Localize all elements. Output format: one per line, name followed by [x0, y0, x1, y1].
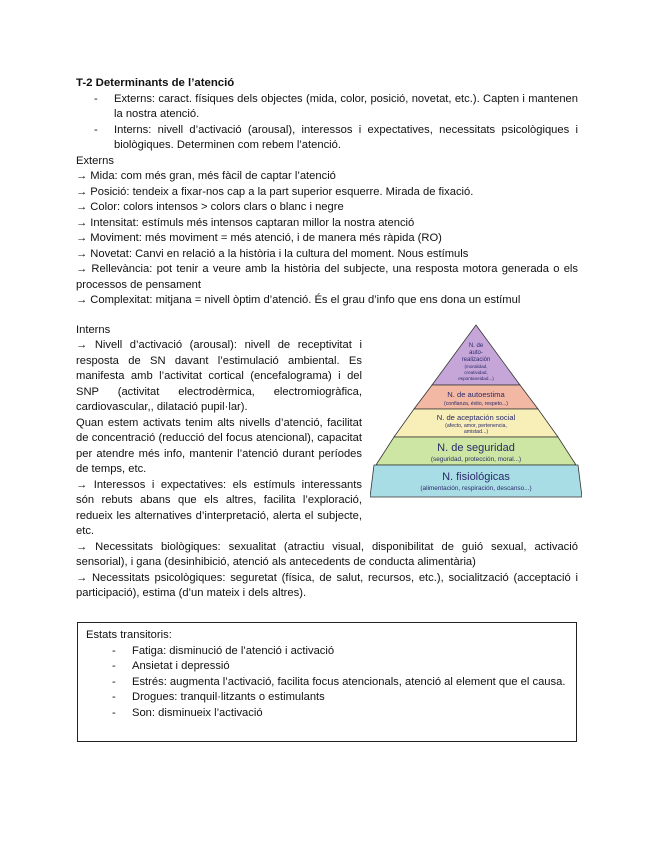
interns-line: → Nivell d’activació (arousal): nivell de receptivitat i resposta de SN davant l’estimulació ambiental. Es manifesta amb l’activitat cortical (encefalograma) i del SNP (activitat electrodèrmica, electromiogràfica, cardiovascular,, dilatació pupil·lar).: [76, 339, 362, 413]
pyramid-l3-sub-1: amistad...): [463, 428, 489, 435]
pyramid-l5-sub: (alimentación, respiración, descanso...): [420, 484, 532, 492]
pyramid-l4-sub: (seguridad, protección, moral...): [430, 455, 522, 463]
maslow-pyramid: [370, 323, 582, 503]
pyramid-graphic: [370, 323, 582, 503]
pyramid-l1-title-1: auto-: [469, 349, 483, 356]
intro-item: - Interns: nivell d’activació (arousal), interessos i expectatives, necessitats psicològiques i biològiques. Determinen com rebem l’atenció.: [76, 123, 578, 154]
externs-line: → Novetat: Canvi en relació a la història i la cultura del moment. Nous estímuls: [76, 247, 469, 260]
externs-line: → Intensitat: estímuls més intensos captaran millor la nostra atenció: [76, 216, 415, 229]
estats-transitoris-box: [77, 622, 577, 742]
document-body: [76, 76, 578, 602]
externs-line: → Posició: tendeix a fixar-nos cap a la part superior esquerre. Mirada de fixació.: [76, 185, 474, 198]
interns-line: → Interessos i expectatives: els estímuls interessants són rebuts abans que els altres, facilita l’exploració, redueix les alternatives d’interpretació, alerta el subjecte, etc.: [76, 478, 362, 537]
externs-line: → Complexitat: mitjana = nivell òptim d’atenció. És el grau d’info que ens dona un estímul: [76, 294, 521, 306]
externs-heading: Externs: [76, 154, 114, 167]
interns-heading: Interns: [76, 323, 111, 336]
pyramid-l1-sub-0: (moralidad,: [464, 363, 488, 369]
box-item: - Drogues: tranquil·litzants o estimulants: [86, 690, 568, 706]
pyramid-l2-title: N. de autoestima: [447, 389, 505, 399]
externs-line: → Moviment: més moviment = més atenció, i de manera més ràpida (RO): [76, 232, 442, 244]
document-title: T-2 Determinants de l’atenció: [76, 77, 235, 89]
interns-section: [76, 323, 578, 602]
pyramid-l4-title: N. de seguridad: [437, 441, 515, 454]
box-item: - Ansietat i depressió: [86, 659, 568, 675]
box-list: [86, 644, 568, 722]
pyramid-l2-sub: (confianza, éxito, respeto...): [443, 400, 509, 407]
box-item: - Fatiga: disminució de l’atenció i activació: [86, 644, 568, 660]
box-item: - Estrés: augmenta l’activació, facilita focus atencionals, atenció al element que el causa.: [86, 675, 568, 691]
intro-item: - Externs: caract. físiques dels objectes (mida, color, posició, novetat, etc.). Capten i mantenen la nostra atenció.: [76, 92, 578, 123]
interns-left-column: [76, 323, 362, 540]
externs-line: → Rellevància: pot tenir a veure amb la història del subjecte, una resposta motora generada o els processos de pensament: [76, 263, 578, 291]
interns-line-full: → Necessitats biològiques: sexualitat (atractiu visual, disponibilitat de guió sexual, activació sensorial), i gana (desinhibició, atenció als antecedents de conducta alimentària): [76, 540, 578, 568]
externs-line: → Mida: com més gran, més fàcil de captar l’atenció: [76, 170, 336, 182]
externs-line: → Color: colors intensos > colors clars o blanc i negre: [76, 201, 344, 213]
pyramid-l1-sub-2: espontaneidad...): [458, 375, 494, 381]
box-heading: Estats transitoris:: [86, 629, 172, 641]
pyramid-l1-title-2: realización: [461, 356, 491, 363]
pyramid-l3-title: N. de aceptación social: [436, 412, 516, 422]
pyramid-l1-title-0: N. de: [468, 342, 484, 349]
box-item: - Son: disminueix l’activació: [86, 706, 568, 722]
pyramid-l1-sub-1: creatividad,: [464, 369, 488, 375]
pyramid-l3-sub-0: (afecto, amor, pertenencia,: [445, 422, 507, 429]
intro-list: [76, 92, 578, 154]
interns-line: Quan estem activats tenim alts nivells d’atenció, facilitat de concentració (reducció del focus atencional), capacitat per atendre més info, mantenir l’atenció durant períodes de temps, etc.: [76, 416, 362, 475]
interns-line-full: → Necessitats psicològiques: seguretat (física, de salut, recursos, etc.), socialització (acceptació i participació), estima (d’un mateix i dels altres).: [76, 571, 578, 599]
pyramid-l5-title: N. fisiológicas: [442, 470, 510, 483]
